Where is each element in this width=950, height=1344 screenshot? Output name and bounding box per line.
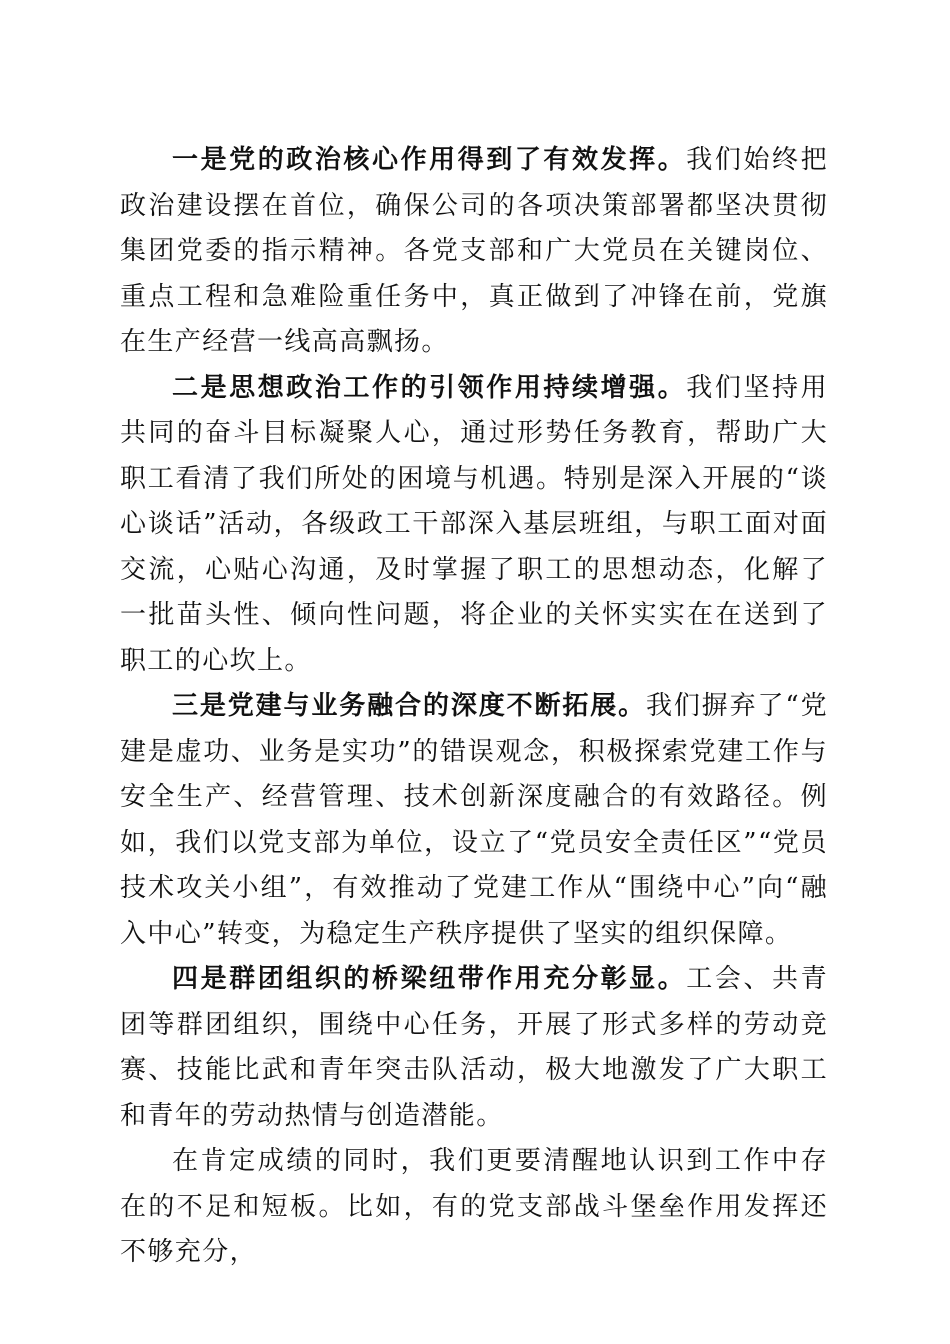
paragraph-body: 我们摒弃了“党建是虚功、业务是实功”的错误观念，积极探索党建工作与安全生产、经营管理、技术创新深度融合的有效路径。例如，我们以党支部为单位，设立了“党员安全责任区”“党员技术攻关小组”，有效推动了党建工作从“围绕中心”向“融入中心”转变，为稳定生产秩序提供了坚实的组织保障。 — [120, 691, 829, 949]
paragraph-body: 工会、共青团等群团组织，围绕中心任务，开展了形式多样的劳动竞赛、技能比武和青年突击队活动，极大地激发了广大职工和青年的劳动热情与创造潜能。 — [120, 964, 828, 1131]
paragraph-political-core — [120, 138, 828, 366]
paragraph-lead: 一是党的政治核心作用得到了有效发挥。 — [172, 145, 687, 175]
paragraph-body: 我们始终把政治建设摆在首位，确保公司的各项决策部署都坚决贯彻集团党委的指示精神。各党支部和广大党员在关键岗位、重点工程和急难险重任务中，真正做到了冲锋在前，党旗在生产经营一线高高飘扬。 — [120, 145, 828, 357]
paragraph-ideological-work — [120, 366, 828, 685]
paragraph-lead: 四是群团组织的桥梁纽带作用充分彰显。 — [172, 964, 687, 994]
paragraph-body: 我们坚持用共同的奋斗目标凝聚人心，通过形势任务教育，帮助广大职工看清了我们所处的困境与机遇。特别是深入开展的“谈心谈话”活动，各级政工干部深入基层班组，与职工面对面交流，心贴心沟通，及时掌握了职工的思想动态，化解了一批苗头性、倾向性问题，将企业的关怀实实在在送到了职工的心坎上。 — [120, 372, 828, 676]
paragraph-mass-organizations — [120, 957, 828, 1139]
paragraph-lead: 二是思想政治工作的引领作用持续增强。 — [172, 372, 687, 403]
paragraph-lead: 三是党建与业务融合的深度不断拓展。 — [172, 691, 647, 721]
paragraph-body: 在肯定成绩的同时，我们更要清醒地认识到工作中存在的不足和短板。比如，有的党支部战斗堡垒作用发挥还不够充分， — [120, 1146, 828, 1267]
paragraph-shortcomings — [120, 1139, 828, 1276]
paragraph-party-business-integration — [120, 684, 828, 957]
document-page — [120, 138, 828, 1276]
